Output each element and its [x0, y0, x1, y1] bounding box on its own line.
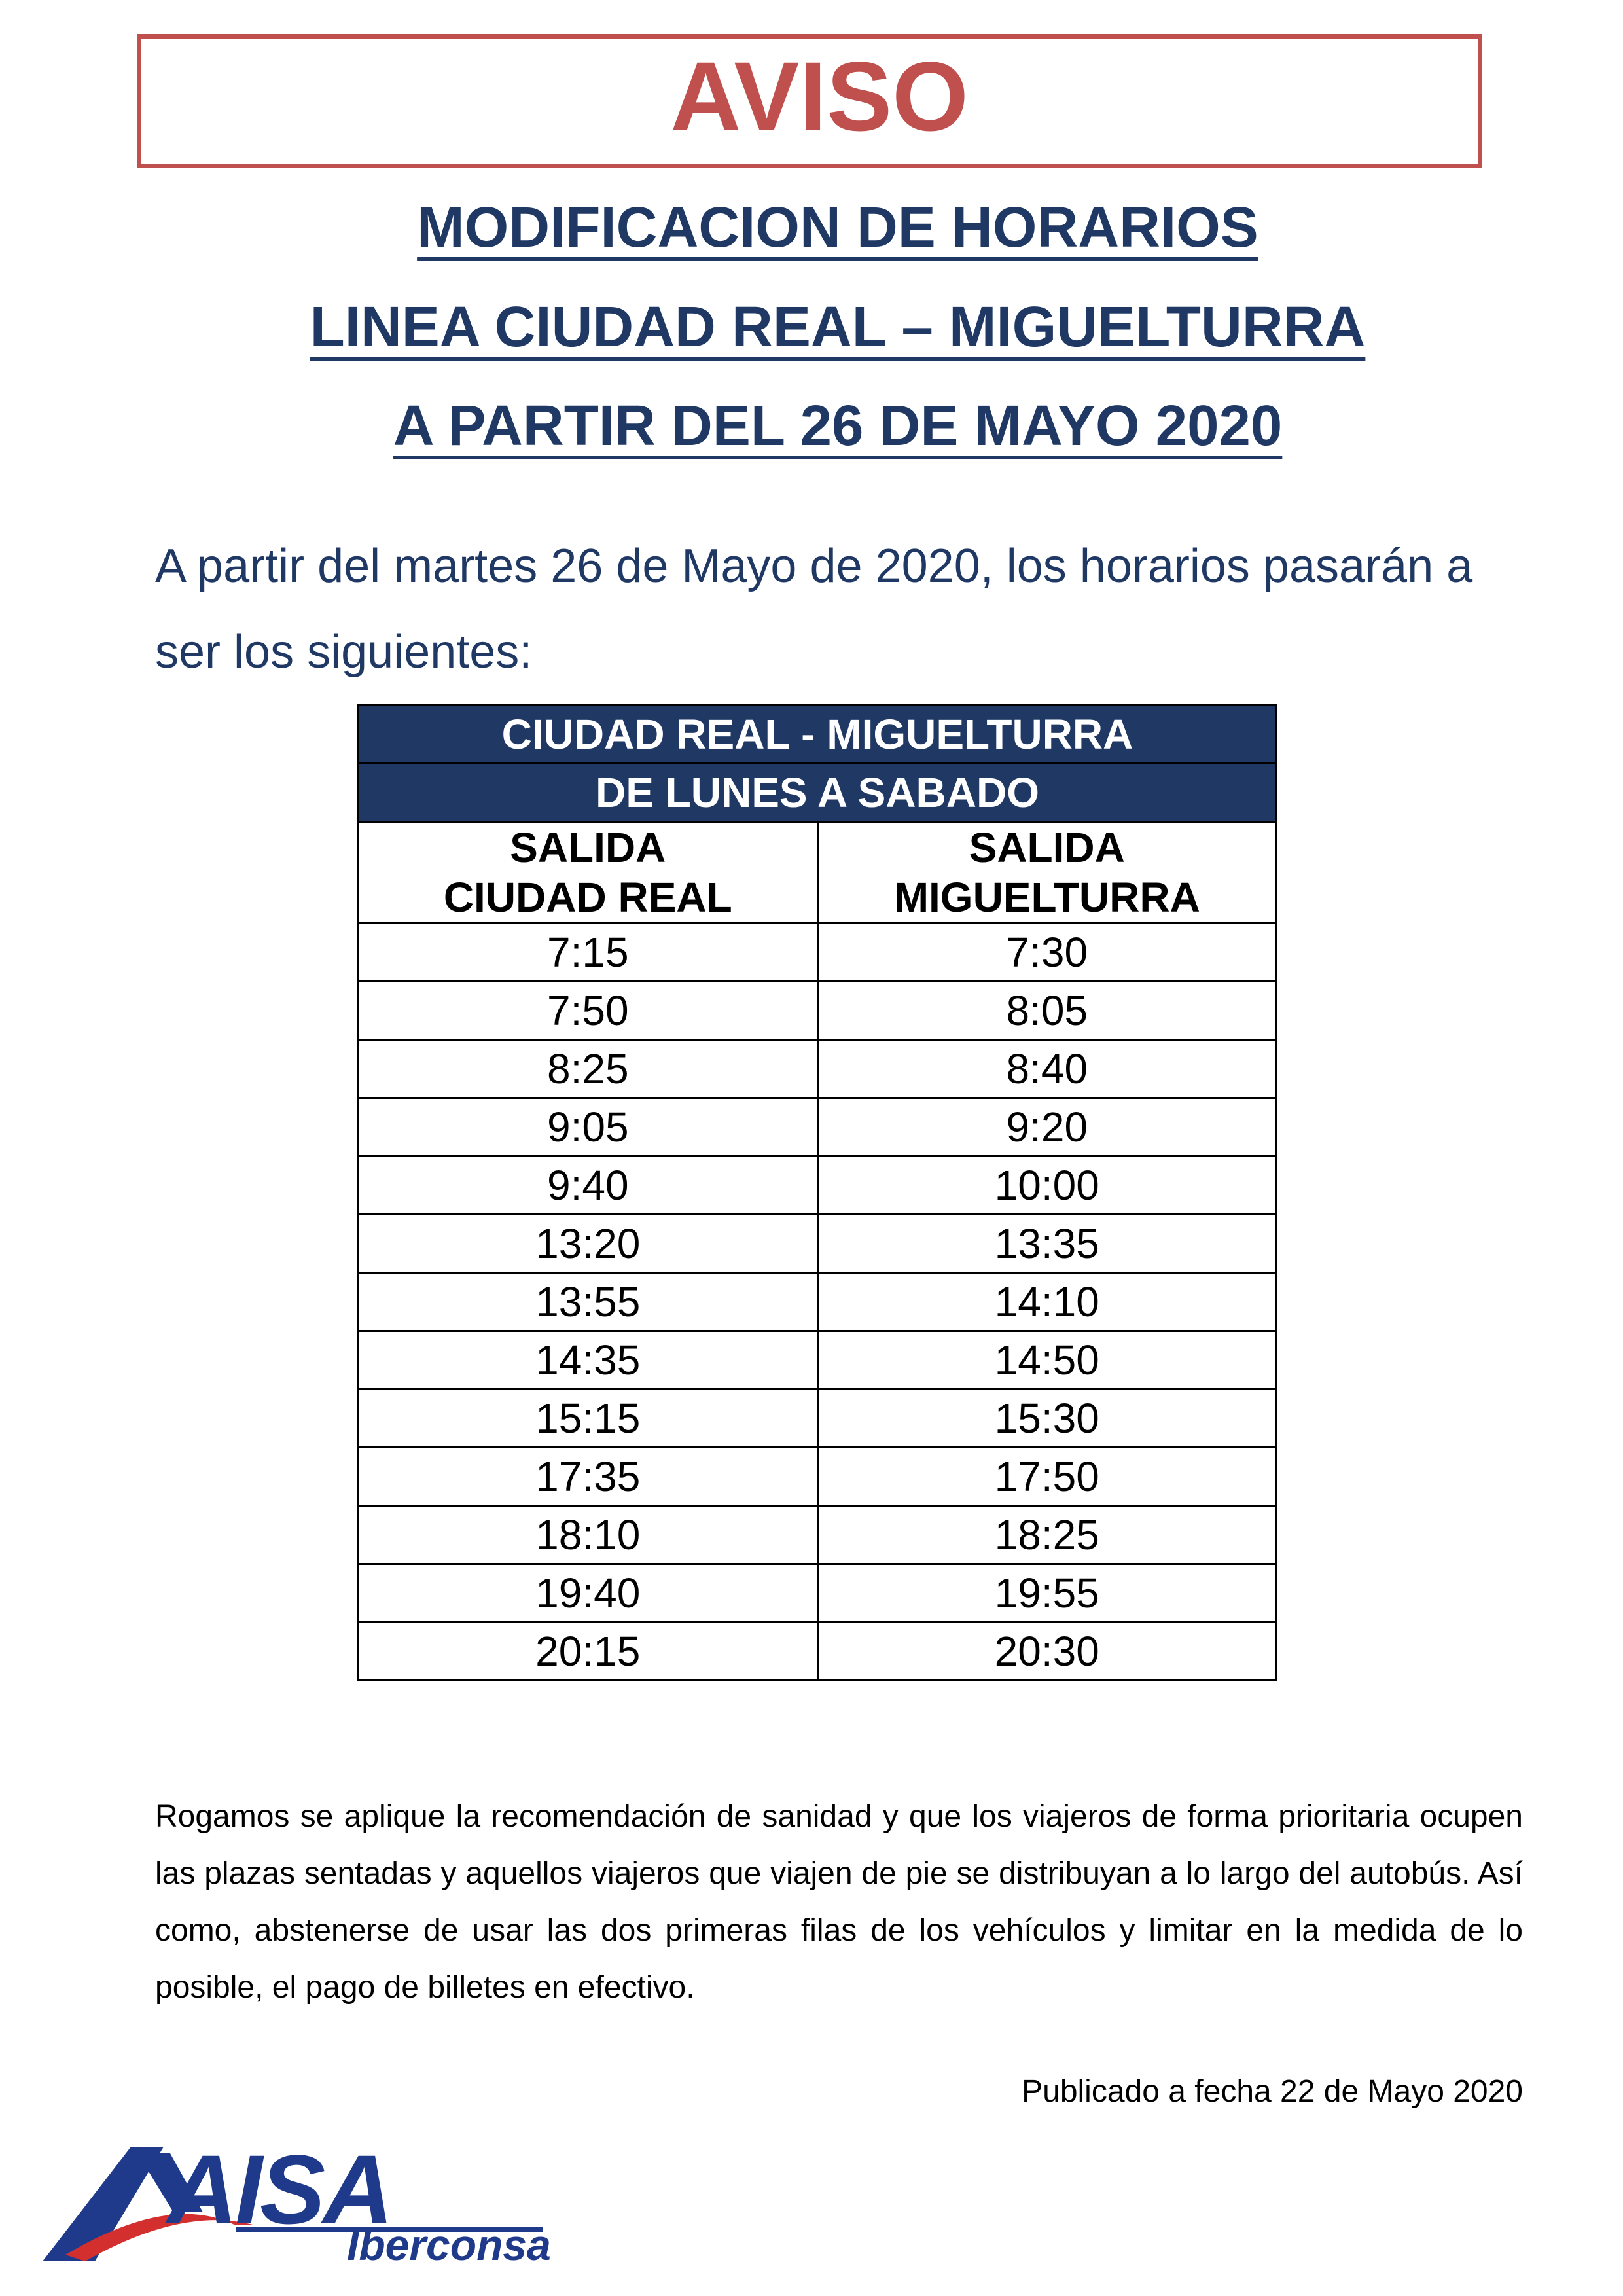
intro-paragraph: A partir del martes 26 de Mayo de 2020, los horarios pasarán a ser los siguientes:: [155, 540, 1473, 678]
departure-ciudad-real: 9:40: [359, 1157, 818, 1215]
departure-miguelturra: 7:30: [817, 924, 1277, 982]
column-header-line: MIGUELTURRA: [893, 874, 1200, 921]
recommendation-paragraph: Rogamos se aplique la recomendación de sanidad y que los viajeros de forma prioritaria ocupen las plazas sentadas y aquellos viajeros que viajen de pie se distribuyan a lo largo del autobús. Así como, abstenerse de usar las dos primeras filas de los vehículos y limitar en la medida de lo posible, el pago de billetes en efectivo.: [155, 1799, 1523, 2005]
logo-sub-brand-text: Iberconsa: [347, 2221, 551, 2269]
aviso-title: AVISO: [670, 41, 969, 151]
departure-miguelturra: 8:05: [817, 982, 1277, 1040]
table-row: [359, 1157, 1277, 1215]
headline-linea: LINEA CIUDAD REAL – MIGUELTURRA: [310, 295, 1366, 359]
departure-ciudad-real: 20:15: [359, 1623, 818, 1681]
departure-miguelturra: 10:00: [817, 1157, 1277, 1215]
table-row: [359, 1506, 1277, 1564]
departure-ciudad-real: 7:50: [359, 982, 818, 1040]
column-header-line: SALIDA: [510, 824, 666, 871]
departure-miguelturra: 14:10: [817, 1273, 1277, 1331]
table-row: [359, 1098, 1277, 1157]
timetable-days: DE LUNES A SABADO: [359, 764, 1277, 822]
departure-ciudad-real: 18:10: [359, 1506, 818, 1564]
departure-ciudad-real: 13:20: [359, 1215, 818, 1273]
table-row: [359, 1040, 1277, 1098]
table-row: [359, 1623, 1277, 1681]
column-header-line: CIUDAD REAL: [443, 874, 732, 921]
table-row: [359, 982, 1277, 1040]
departure-ciudad-real: 14:35: [359, 1331, 818, 1390]
column-header-ciudad-real: [359, 822, 818, 924]
timetable-route: CIUDAD REAL - MIGUELTURRA: [359, 706, 1277, 764]
table-row: [359, 924, 1277, 982]
departure-miguelturra: 9:20: [817, 1098, 1277, 1157]
column-header-miguelturra: [817, 822, 1277, 924]
departure-miguelturra: 8:40: [817, 1040, 1277, 1098]
aviso-banner: [137, 34, 1482, 168]
departure-ciudad-real: 7:15: [359, 924, 818, 982]
departure-miguelturra: 13:35: [817, 1215, 1277, 1273]
departure-ciudad-real: 19:40: [359, 1564, 818, 1623]
logo-brand-text: AISA: [167, 2134, 391, 2244]
column-header-line: SALIDA: [969, 824, 1125, 871]
aisa-logo: [39, 2127, 550, 2271]
departure-miguelturra: 17:50: [817, 1448, 1277, 1506]
table-row: [359, 1564, 1277, 1623]
table-row: [359, 1448, 1277, 1506]
departure-ciudad-real: 15:15: [359, 1390, 818, 1448]
departure-miguelturra: 19:55: [817, 1564, 1277, 1623]
departure-ciudad-real: 13:55: [359, 1273, 818, 1331]
departure-ciudad-real: 9:05: [359, 1098, 818, 1157]
table-row: [359, 1331, 1277, 1390]
timetable: [357, 704, 1277, 1681]
table-row: [359, 1390, 1277, 1448]
departure-miguelturra: 18:25: [817, 1506, 1277, 1564]
headline-modificacion: MODIFICACION DE HORARIOS: [417, 196, 1258, 259]
publication-date: Publicado a fecha 22 de Mayo 2020: [1022, 2074, 1523, 2109]
departure-miguelturra: 20:30: [817, 1623, 1277, 1681]
departure-miguelturra: 15:30: [817, 1390, 1277, 1448]
departure-miguelturra: 14:50: [817, 1331, 1277, 1390]
departure-ciudad-real: 8:25: [359, 1040, 818, 1098]
departure-ciudad-real: 17:35: [359, 1448, 818, 1506]
table-row: [359, 1215, 1277, 1273]
table-row: [359, 1273, 1277, 1331]
headline-fecha: A PARTIR DEL 26 DE MAYO 2020: [393, 394, 1283, 457]
